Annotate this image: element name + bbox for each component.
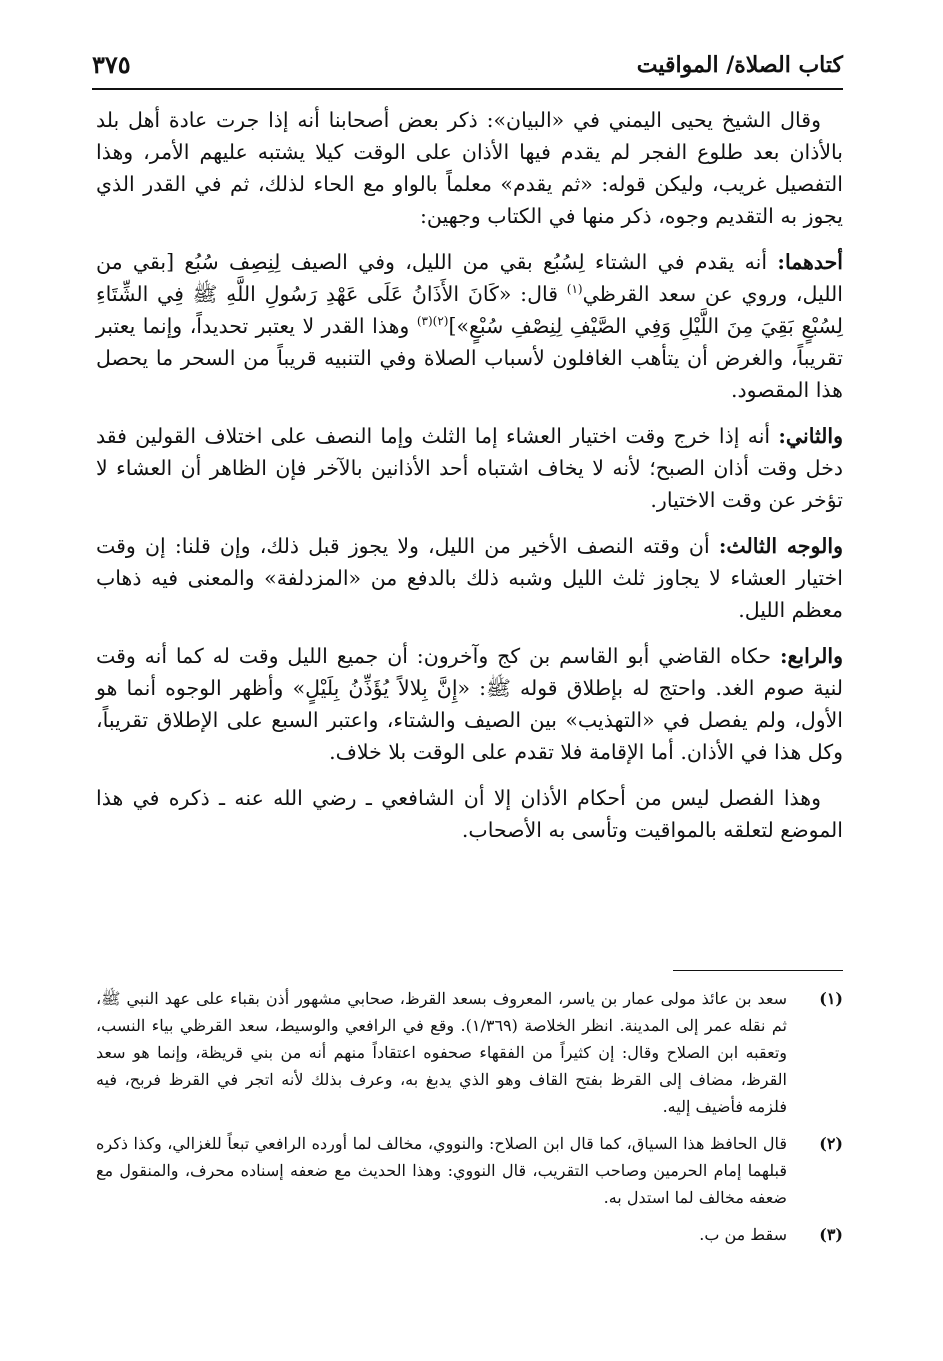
paragraph-third-view xyxy=(96,530,843,626)
footnote-item xyxy=(96,1221,843,1248)
footnote-text: سعد بن عائذ مولى عمار بن ياسر، المعروف بسعد القرظ، صحابي مشهور أذن بقباء على عهد النبي ﷺ، ثم نقله عمر إلى المدينة. انظر الخلاصة (١/٣٦٩). وقع في الرافعي والوسيط، سعد القرظي بياء النسب، وتعقبه ابن الصلاح وقال: إن كثيراً من الفقهاء صحفوه اعتقاداً منهم أنه من بني قريظة، وإنما هو سعد القرظ، مضاف إلى القرظ بفتح القاف وهو الذي يدبغ به، وعرف بذلك لأنه اتجر في القرظ فربح، فيه فلزمه فأضيف إليه. xyxy=(96,989,787,1116)
footnote-text: سقط من ب. xyxy=(699,1225,787,1244)
paragraph-text: وهذا القدر لا يعتبر تحديداً، وإنما يعتبر تقريباً، والغرض أن يتأهب الغافلون لأسباب الصلاة وفي التنبيه قريباً من السحر ما يحصل هذا المقصود. xyxy=(96,314,843,402)
paragraph-text: أن وقته النصف الأخير من الليل، ولا يجوز قبل ذلك، وإن قلنا: إن وقت اختيار العشاء لا يجاوز ثلث الليل وشبه ذلك بالدفع من «المزدلفة» والمعنى فيه ذهاب معظم الليل. xyxy=(96,534,843,622)
footnote-divider xyxy=(673,970,843,971)
paragraph-text: حكاه القاضي أبو القاسم بن كج وآخرون: أن جميع الليل وقت له كما أنه وقت لنية صوم الغد. واحتج له بإطلاق قوله ﷺ: «إِنَّ بِلالاً يُؤَذِّنُ بِلَيْلٍ» وأظهر الوجوه أنما هو الأول، ولم يفصل في «التهذيب» بين الصيف والشتاء، واعتبر السبع على الإطلاق تقريباً، وكل هذا في الأذان. أما الإقامة فلا تقدم على الوقت بلا خلاف. xyxy=(96,644,843,764)
paragraph-lead: والوجه الثالث: xyxy=(718,534,843,558)
paragraph-intro: وقال الشيخ يحيى اليمني في «البيان»: ذكر بعض أصحابنا أنه إذا جرت عادة أهل بلد بالأذان بعد طلوع الفجر لم يقدم فيها الأذان على الوقت كيلا يشتبه عليهم الأمر، وهذا التفصيل غريب، وليكن قوله: «ثم يقدم» معلماً بالواو مع الحاء لذلك، ثم في القدر الذي يجوز به التقديم وجوه، ذكر منها في الكتاب وجهين: xyxy=(96,108,843,228)
paragraph-second-view xyxy=(96,420,843,516)
paragraph-text: أنه يقدم في الشتاء لِسُبُع بقي من الليل، وفي الصيف لِنِصِف سُبُع [بقي من الليل، وروي عن سعد القرظي xyxy=(96,250,843,306)
paragraph-lead: والثاني: xyxy=(778,424,843,448)
footnote-text: قال الحافظ هذا السياق، كما قال ابن الصلاح: والنووي، مخالف لما أورده الرافعي تبعاً للغزالي، وكذا ذكره قبلهما إمام الحرمين وصاحب التقريب، قال النووي: وهذا الحديث مع ضعفه إسناده محرف، والمنقول مع ضعفه مخالف لما استدل به. xyxy=(96,1134,787,1207)
footnote-ref-2-3: (٢)(٣) xyxy=(416,314,449,329)
paragraph-text: أنه إذا خرج وقت اختيار العشاء إما الثلث وإما النصف على اختلاف القولين فقد دخل وقت أذان الصبح؛ لأنه لا يخاف اشتباه أحد الأذانين بالآخر فإن الظاهر أن العشاء لا تؤخر عن وقت الاختيار. xyxy=(96,424,843,512)
paragraph-lead: أحدهما: xyxy=(777,250,843,274)
main-text xyxy=(96,104,843,860)
running-title: كتاب الصلاة/ المواقيت xyxy=(636,52,843,78)
footnote-item xyxy=(96,985,843,1120)
footnote-number: (٢) xyxy=(819,1134,843,1153)
footnotes xyxy=(96,985,843,1258)
footnote-ref-1: (١) xyxy=(566,282,583,297)
page-number: ٣٧٥ xyxy=(92,50,131,79)
paragraph-lead: والرابع: xyxy=(779,644,843,668)
footnote-number: (٣) xyxy=(819,1225,843,1244)
paragraph-closing: وهذا الفصل ليس من أحكام الأذان إلا أن الشافعي ـ رضي الله عنه ـ ذكره في هذا الموضع لتعلقه بالمواقيت وتأسى به الأصحاب. xyxy=(96,786,843,842)
hadith-quote: قال: «كَانَ الأَذَانُ عَلَى عَهْدِ رَسُولِ اللَّهِ ﷺ فِي الشِّتَاءِ لِسُبْعٍ بَقِيَ مِنَ اللَّيْلِ وَفِي الصَّيْفِ لِنِصْفِ سُبْعٍ»] xyxy=(96,282,843,338)
paragraph-first-view xyxy=(96,246,843,406)
page-header xyxy=(92,44,843,90)
paragraph-fourth-view xyxy=(96,640,843,768)
footnote-number: (١) xyxy=(819,989,843,1008)
footnote-item xyxy=(96,1130,843,1211)
